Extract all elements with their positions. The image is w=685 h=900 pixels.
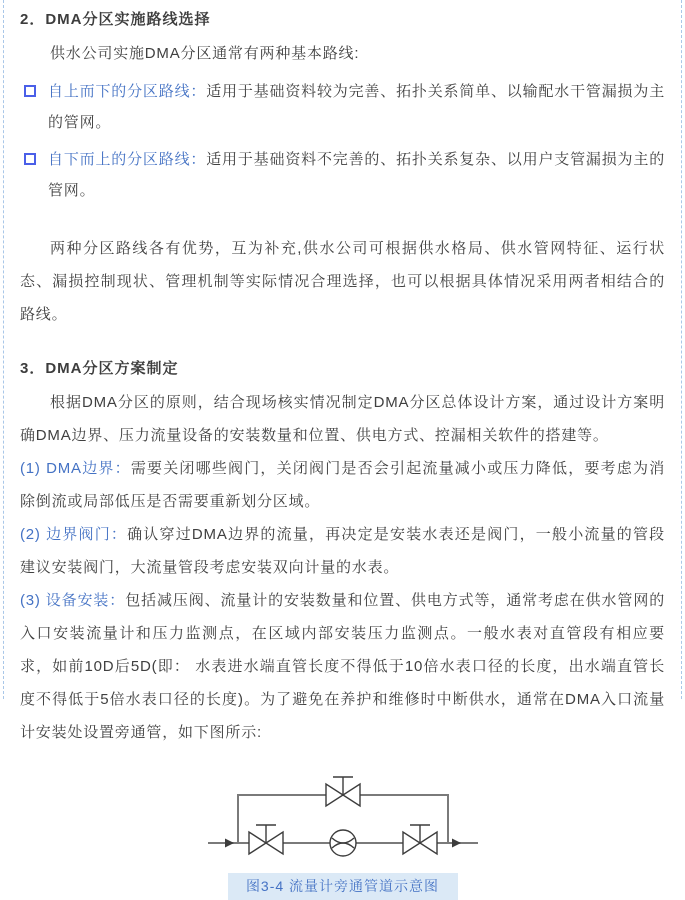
step-lead: (1) DMA边界： xyxy=(20,460,131,477)
section-heading-3: 3．DMA分区方案制定 xyxy=(20,360,179,377)
inlet-valve-icon xyxy=(249,825,283,854)
summary-paragraph: 两种分区路线各有优势，互为补充,供水公司可根据供水格局、供水管网特征、运行状态、漏损控制现状、管理机制等实际情况合理选择，也可以根据具体情况采用两者相结合的路线。 xyxy=(20,240,665,323)
step-text: 需要关闭哪些阀门，关闭阀门是否会引起流量减小或压力降低，要考虑为消除倒流或局部低压是否需要重新划分区域。 xyxy=(20,460,665,510)
outlet-valve-icon xyxy=(403,825,437,854)
square-bullet-icon xyxy=(24,153,36,165)
document-page xyxy=(3,0,682,894)
route-item-bottom-up xyxy=(20,144,665,206)
step-lead: (3) 设备安装： xyxy=(20,592,126,609)
route-text: 适用于基础资料不完善的、拓扑关系复杂、以用户支管漏损为主的管网。 xyxy=(48,151,665,199)
route-item-top-down xyxy=(20,76,665,138)
outlet-arrow-icon xyxy=(452,839,461,848)
intro-paragraph: 供水公司实施DMA分区通常有两种基本路线: xyxy=(50,45,360,62)
plan-paragraph: 根据DMA分区的原则，结合现场核实情况制定DMA分区总体设计方案，通过设计方案明确DMA边界、压力流量设备的安装数量和位置、供电方式、控漏相关软件的搭建等。 xyxy=(20,394,665,444)
step-text: 包括减压阀、流量计的安装数量和位置、供电方式等，通常考虑在供水管网的入口安装流量计和压力监测点，在区域内部安装压力监测点。一般水表对直管段有相应要求，如前10D后5D(即： 水表进水端直管长度不得低于10倍水表口径的长度，出水端直管长度不得低于5倍水表口径的长度)。为了避免在养护和维修时中断供水，通常在DMA入口流量计安装处设置旁通管，如下图所示: xyxy=(20,592,665,741)
bypass-valve-icon xyxy=(326,777,360,806)
route-text: 适用于基础资料较为完善、拓扑关系简单、以输配水干管漏损为主的管网。 xyxy=(48,83,665,131)
step-item-dma-boundary xyxy=(20,452,665,518)
flow-meter-icon xyxy=(330,830,356,856)
step-text: 确认穿过DMA边界的流量，再决定是安装水表还是阀门，一般小流量的管段建议安装阀门，大流量管段考虑安装双向计量的水表。 xyxy=(20,526,665,576)
square-bullet-icon xyxy=(24,85,36,97)
bypass-pipeline-diagram xyxy=(208,763,478,871)
bypass-pipeline-figure xyxy=(20,763,665,900)
section-heading-2: 2．DMA分区实施路线选择 xyxy=(20,11,211,28)
step-lead: (2) 边界阀门： xyxy=(20,526,128,543)
inlet-arrow-icon xyxy=(225,839,234,848)
step-item-equipment-install xyxy=(20,584,665,749)
figure-caption: 图3-4 流量计旁通管道示意图 xyxy=(228,873,458,900)
step-item-boundary-valve xyxy=(20,518,665,584)
route-lead: 自上而下的分区路线： xyxy=(48,83,207,100)
route-lead: 自下而上的分区路线： xyxy=(48,151,207,168)
